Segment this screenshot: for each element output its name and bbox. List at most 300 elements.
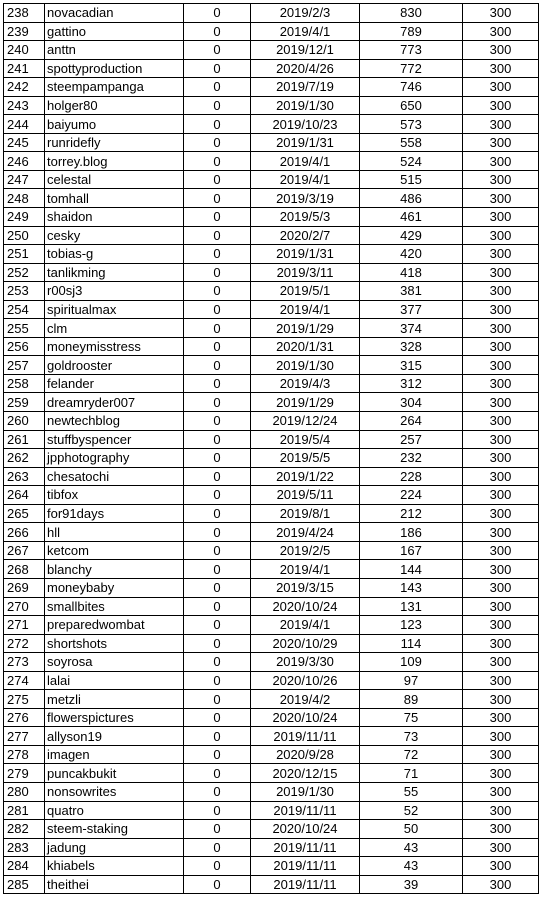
count-cell[interactable]: 167 bbox=[360, 541, 463, 560]
username-cell[interactable]: moneybaby bbox=[45, 578, 184, 597]
date-cell[interactable]: 2019/1/29 bbox=[251, 319, 360, 338]
date-cell[interactable]: 2019/4/1 bbox=[251, 616, 360, 635]
limit-cell[interactable]: 300 bbox=[463, 356, 539, 375]
date-cell[interactable]: 2020/10/26 bbox=[251, 671, 360, 690]
value-cell[interactable]: 0 bbox=[184, 764, 251, 783]
limit-cell[interactable]: 300 bbox=[463, 690, 539, 709]
rank-cell[interactable]: 256 bbox=[4, 337, 45, 356]
date-cell[interactable]: 2019/4/2 bbox=[251, 690, 360, 709]
rank-cell[interactable]: 280 bbox=[4, 782, 45, 801]
count-cell[interactable]: 515 bbox=[360, 170, 463, 189]
username-cell[interactable]: tanlikming bbox=[45, 263, 184, 282]
username-cell[interactable]: ketcom bbox=[45, 541, 184, 560]
username-cell[interactable]: allyson19 bbox=[45, 727, 184, 746]
rank-cell[interactable]: 265 bbox=[4, 504, 45, 523]
date-cell[interactable]: 2019/7/19 bbox=[251, 78, 360, 97]
date-cell[interactable]: 2019/4/1 bbox=[251, 560, 360, 579]
limit-cell[interactable]: 300 bbox=[463, 96, 539, 115]
date-cell[interactable]: 2019/1/29 bbox=[251, 393, 360, 412]
rank-cell[interactable]: 253 bbox=[4, 282, 45, 301]
limit-cell[interactable]: 300 bbox=[463, 170, 539, 189]
limit-cell[interactable]: 300 bbox=[463, 412, 539, 431]
count-cell[interactable]: 420 bbox=[360, 245, 463, 264]
username-cell[interactable]: quatro bbox=[45, 801, 184, 820]
date-cell[interactable]: 2019/5/11 bbox=[251, 486, 360, 505]
date-cell[interactable]: 2019/4/1 bbox=[251, 300, 360, 319]
rank-cell[interactable]: 243 bbox=[4, 96, 45, 115]
username-cell[interactable]: jadung bbox=[45, 838, 184, 857]
username-cell[interactable]: moneymisstress bbox=[45, 337, 184, 356]
date-cell[interactable]: 2019/1/31 bbox=[251, 133, 360, 152]
limit-cell[interactable]: 300 bbox=[463, 504, 539, 523]
value-cell[interactable]: 0 bbox=[184, 41, 251, 60]
date-cell[interactable]: 2020/1/31 bbox=[251, 337, 360, 356]
rank-cell[interactable]: 274 bbox=[4, 671, 45, 690]
count-cell[interactable]: 43 bbox=[360, 838, 463, 857]
limit-cell[interactable]: 300 bbox=[463, 671, 539, 690]
date-cell[interactable]: 2020/10/24 bbox=[251, 597, 360, 616]
limit-cell[interactable]: 300 bbox=[463, 578, 539, 597]
count-cell[interactable]: 418 bbox=[360, 263, 463, 282]
value-cell[interactable]: 0 bbox=[184, 708, 251, 727]
rank-cell[interactable]: 281 bbox=[4, 801, 45, 820]
count-cell[interactable]: 50 bbox=[360, 820, 463, 839]
table-row bbox=[4, 486, 539, 505]
value-cell[interactable]: 0 bbox=[184, 504, 251, 523]
limit-cell[interactable]: 300 bbox=[463, 820, 539, 839]
table-row bbox=[4, 634, 539, 653]
rank-cell[interactable]: 245 bbox=[4, 133, 45, 152]
rank-cell[interactable]: 241 bbox=[4, 59, 45, 78]
username-cell[interactable]: torrey.blog bbox=[45, 152, 184, 171]
rank-cell[interactable]: 279 bbox=[4, 764, 45, 783]
rank-cell[interactable]: 260 bbox=[4, 412, 45, 431]
rank-cell[interactable]: 277 bbox=[4, 727, 45, 746]
limit-cell[interactable]: 300 bbox=[463, 727, 539, 746]
count-cell[interactable]: 55 bbox=[360, 782, 463, 801]
rank-cell[interactable]: 273 bbox=[4, 653, 45, 672]
value-cell[interactable]: 0 bbox=[184, 857, 251, 876]
username-cell[interactable]: felander bbox=[45, 374, 184, 393]
username-cell[interactable]: runridefly bbox=[45, 133, 184, 152]
date-cell[interactable]: 2019/11/11 bbox=[251, 727, 360, 746]
table-body bbox=[4, 4, 539, 894]
value-cell[interactable]: 0 bbox=[184, 523, 251, 542]
username-cell[interactable]: stuffbyspencer bbox=[45, 430, 184, 449]
rank-cell[interactable]: 269 bbox=[4, 578, 45, 597]
date-cell[interactable]: 2019/2/5 bbox=[251, 541, 360, 560]
rank-cell[interactable]: 259 bbox=[4, 393, 45, 412]
value-cell[interactable]: 0 bbox=[184, 412, 251, 431]
count-cell[interactable]: 71 bbox=[360, 764, 463, 783]
date-cell[interactable]: 2020/10/24 bbox=[251, 708, 360, 727]
value-cell[interactable]: 0 bbox=[184, 653, 251, 672]
rank-cell[interactable]: 276 bbox=[4, 708, 45, 727]
value-cell[interactable]: 0 bbox=[184, 263, 251, 282]
value-cell[interactable]: 0 bbox=[184, 115, 251, 134]
date-cell[interactable]: 2019/11/11 bbox=[251, 838, 360, 857]
table-row bbox=[4, 504, 539, 523]
rank-cell[interactable]: 247 bbox=[4, 170, 45, 189]
rank-cell[interactable]: 251 bbox=[4, 245, 45, 264]
username-cell[interactable]: theithei bbox=[45, 875, 184, 894]
rank-cell[interactable]: 252 bbox=[4, 263, 45, 282]
username-cell[interactable]: novacadian bbox=[45, 4, 184, 23]
username-cell[interactable]: holger80 bbox=[45, 96, 184, 115]
date-cell[interactable]: 2020/4/26 bbox=[251, 59, 360, 78]
count-cell[interactable]: 830 bbox=[360, 4, 463, 23]
rank-cell[interactable]: 272 bbox=[4, 634, 45, 653]
username-cell[interactable]: clm bbox=[45, 319, 184, 338]
username-cell[interactable]: shaidon bbox=[45, 208, 184, 227]
date-cell[interactable]: 2020/10/29 bbox=[251, 634, 360, 653]
count-cell[interactable]: 52 bbox=[360, 801, 463, 820]
date-cell[interactable]: 2019/1/22 bbox=[251, 467, 360, 486]
value-cell[interactable]: 0 bbox=[184, 4, 251, 23]
count-cell[interactable]: 73 bbox=[360, 727, 463, 746]
limit-cell[interactable]: 300 bbox=[463, 189, 539, 208]
value-cell[interactable]: 0 bbox=[184, 319, 251, 338]
rank-cell[interactable]: 249 bbox=[4, 208, 45, 227]
value-cell[interactable]: 0 bbox=[184, 22, 251, 41]
count-cell[interactable]: 461 bbox=[360, 208, 463, 227]
value-cell[interactable]: 0 bbox=[184, 671, 251, 690]
count-cell[interactable]: 486 bbox=[360, 189, 463, 208]
count-cell[interactable]: 429 bbox=[360, 226, 463, 245]
count-cell[interactable]: 257 bbox=[360, 430, 463, 449]
username-cell[interactable]: tomhall bbox=[45, 189, 184, 208]
limit-cell[interactable]: 300 bbox=[463, 597, 539, 616]
username-cell[interactable]: newtechblog bbox=[45, 412, 184, 431]
username-cell[interactable]: imagen bbox=[45, 745, 184, 764]
value-cell[interactable]: 0 bbox=[184, 152, 251, 171]
table-row bbox=[4, 208, 539, 227]
username-cell[interactable]: khiabels bbox=[45, 857, 184, 876]
value-cell[interactable]: 0 bbox=[184, 170, 251, 189]
date-cell[interactable]: 2020/2/7 bbox=[251, 226, 360, 245]
count-cell[interactable]: 524 bbox=[360, 152, 463, 171]
limit-cell[interactable]: 300 bbox=[463, 115, 539, 134]
limit-cell[interactable]: 300 bbox=[463, 41, 539, 60]
value-cell[interactable]: 0 bbox=[184, 541, 251, 560]
value-cell[interactable]: 0 bbox=[184, 300, 251, 319]
limit-cell[interactable]: 300 bbox=[463, 653, 539, 672]
limit-cell[interactable]: 300 bbox=[463, 245, 539, 264]
date-cell[interactable]: 2019/4/1 bbox=[251, 170, 360, 189]
username-cell[interactable]: flowerspictures bbox=[45, 708, 184, 727]
limit-cell[interactable]: 300 bbox=[463, 393, 539, 412]
date-cell[interactable]: 2019/5/1 bbox=[251, 282, 360, 301]
value-cell[interactable]: 0 bbox=[184, 745, 251, 764]
username-cell[interactable]: dreamryder007 bbox=[45, 393, 184, 412]
username-cell[interactable]: lalai bbox=[45, 671, 184, 690]
limit-cell[interactable]: 300 bbox=[463, 208, 539, 227]
limit-cell[interactable]: 300 bbox=[463, 430, 539, 449]
date-cell[interactable]: 2019/4/3 bbox=[251, 374, 360, 393]
limit-cell[interactable]: 300 bbox=[463, 319, 539, 338]
limit-cell[interactable]: 300 bbox=[463, 152, 539, 171]
count-cell[interactable]: 39 bbox=[360, 875, 463, 894]
count-cell[interactable]: 228 bbox=[360, 467, 463, 486]
username-cell[interactable]: smallbites bbox=[45, 597, 184, 616]
rank-cell[interactable]: 284 bbox=[4, 857, 45, 876]
value-cell[interactable]: 0 bbox=[184, 245, 251, 264]
rank-cell[interactable]: 246 bbox=[4, 152, 45, 171]
date-cell[interactable]: 2019/3/11 bbox=[251, 263, 360, 282]
value-cell[interactable]: 0 bbox=[184, 467, 251, 486]
limit-cell[interactable]: 300 bbox=[463, 875, 539, 894]
value-cell[interactable]: 0 bbox=[184, 374, 251, 393]
rank-cell[interactable]: 264 bbox=[4, 486, 45, 505]
count-cell[interactable]: 144 bbox=[360, 560, 463, 579]
count-cell[interactable]: 773 bbox=[360, 41, 463, 60]
value-cell[interactable]: 0 bbox=[184, 560, 251, 579]
username-cell[interactable]: spottyproduction bbox=[45, 59, 184, 78]
rank-cell[interactable]: 268 bbox=[4, 560, 45, 579]
limit-cell[interactable]: 300 bbox=[463, 838, 539, 857]
rank-cell[interactable]: 262 bbox=[4, 449, 45, 468]
date-cell[interactable]: 2019/5/5 bbox=[251, 449, 360, 468]
value-cell[interactable]: 0 bbox=[184, 356, 251, 375]
value-cell[interactable]: 0 bbox=[184, 486, 251, 505]
table-row bbox=[4, 430, 539, 449]
value-cell[interactable]: 0 bbox=[184, 208, 251, 227]
count-cell[interactable]: 131 bbox=[360, 597, 463, 616]
limit-cell[interactable]: 300 bbox=[463, 282, 539, 301]
value-cell[interactable]: 0 bbox=[184, 226, 251, 245]
count-cell[interactable]: 374 bbox=[360, 319, 463, 338]
username-cell[interactable]: nonsowrites bbox=[45, 782, 184, 801]
date-cell[interactable]: 2019/4/1 bbox=[251, 22, 360, 41]
value-cell[interactable]: 0 bbox=[184, 133, 251, 152]
value-cell[interactable]: 0 bbox=[184, 59, 251, 78]
limit-cell[interactable]: 300 bbox=[463, 4, 539, 23]
count-cell[interactable]: 558 bbox=[360, 133, 463, 152]
date-cell[interactable]: 2019/11/11 bbox=[251, 801, 360, 820]
limit-cell[interactable]: 300 bbox=[463, 782, 539, 801]
rank-cell[interactable]: 278 bbox=[4, 745, 45, 764]
username-cell[interactable]: shortshots bbox=[45, 634, 184, 653]
username-cell[interactable]: celestal bbox=[45, 170, 184, 189]
rank-cell[interactable]: 254 bbox=[4, 300, 45, 319]
limit-cell[interactable]: 300 bbox=[463, 337, 539, 356]
date-cell[interactable]: 2019/1/30 bbox=[251, 782, 360, 801]
username-cell[interactable]: hll bbox=[45, 523, 184, 542]
count-cell[interactable]: 328 bbox=[360, 337, 463, 356]
username-cell[interactable]: spiritualmax bbox=[45, 300, 184, 319]
username-cell[interactable]: puncakbukit bbox=[45, 764, 184, 783]
rank-cell[interactable]: 244 bbox=[4, 115, 45, 134]
limit-cell[interactable]: 300 bbox=[463, 708, 539, 727]
date-cell[interactable]: 2019/10/23 bbox=[251, 115, 360, 134]
limit-cell[interactable]: 300 bbox=[463, 560, 539, 579]
date-cell[interactable]: 2019/1/31 bbox=[251, 245, 360, 264]
value-cell[interactable]: 0 bbox=[184, 78, 251, 97]
count-cell[interactable]: 75 bbox=[360, 708, 463, 727]
date-cell[interactable]: 2019/1/30 bbox=[251, 96, 360, 115]
limit-cell[interactable]: 300 bbox=[463, 78, 539, 97]
count-cell[interactable]: 43 bbox=[360, 857, 463, 876]
limit-cell[interactable]: 300 bbox=[463, 133, 539, 152]
rank-cell[interactable]: 258 bbox=[4, 374, 45, 393]
count-cell[interactable]: 377 bbox=[360, 300, 463, 319]
count-cell[interactable]: 72 bbox=[360, 745, 463, 764]
rank-cell[interactable]: 255 bbox=[4, 319, 45, 338]
username-cell[interactable]: tobias-g bbox=[45, 245, 184, 264]
value-cell[interactable]: 0 bbox=[184, 782, 251, 801]
count-cell[interactable]: 304 bbox=[360, 393, 463, 412]
count-cell[interactable]: 143 bbox=[360, 578, 463, 597]
value-cell[interactable]: 0 bbox=[184, 282, 251, 301]
date-cell[interactable]: 2019/3/30 bbox=[251, 653, 360, 672]
value-cell[interactable]: 0 bbox=[184, 838, 251, 857]
value-cell[interactable]: 0 bbox=[184, 634, 251, 653]
rank-cell[interactable]: 275 bbox=[4, 690, 45, 709]
limit-cell[interactable]: 300 bbox=[463, 764, 539, 783]
date-cell[interactable]: 2019/8/1 bbox=[251, 504, 360, 523]
date-cell[interactable]: 2019/11/11 bbox=[251, 857, 360, 876]
count-cell[interactable]: 232 bbox=[360, 449, 463, 468]
username-cell[interactable]: steem-staking bbox=[45, 820, 184, 839]
count-cell[interactable]: 315 bbox=[360, 356, 463, 375]
rank-cell[interactable]: 240 bbox=[4, 41, 45, 60]
value-cell[interactable]: 0 bbox=[184, 801, 251, 820]
username-cell[interactable]: cesky bbox=[45, 226, 184, 245]
limit-cell[interactable]: 300 bbox=[463, 857, 539, 876]
table-row bbox=[4, 541, 539, 560]
username-cell[interactable]: baiyumo bbox=[45, 115, 184, 134]
rank-cell[interactable]: 261 bbox=[4, 430, 45, 449]
table-row bbox=[4, 4, 539, 23]
rank-cell[interactable]: 239 bbox=[4, 22, 45, 41]
rank-cell[interactable]: 266 bbox=[4, 523, 45, 542]
count-cell[interactable]: 772 bbox=[360, 59, 463, 78]
count-cell[interactable]: 89 bbox=[360, 690, 463, 709]
count-cell[interactable]: 264 bbox=[360, 412, 463, 431]
table-row bbox=[4, 337, 539, 356]
limit-cell[interactable]: 300 bbox=[463, 523, 539, 542]
username-cell[interactable]: for91days bbox=[45, 504, 184, 523]
count-cell[interactable]: 789 bbox=[360, 22, 463, 41]
date-cell[interactable]: 2019/4/24 bbox=[251, 523, 360, 542]
count-cell[interactable]: 650 bbox=[360, 96, 463, 115]
count-cell[interactable]: 97 bbox=[360, 671, 463, 690]
date-cell[interactable]: 2019/5/3 bbox=[251, 208, 360, 227]
value-cell[interactable]: 0 bbox=[184, 875, 251, 894]
value-cell[interactable]: 0 bbox=[184, 727, 251, 746]
value-cell[interactable]: 0 bbox=[184, 430, 251, 449]
limit-cell[interactable]: 300 bbox=[463, 745, 539, 764]
count-cell[interactable]: 212 bbox=[360, 504, 463, 523]
value-cell[interactable]: 0 bbox=[184, 616, 251, 635]
count-cell[interactable]: 114 bbox=[360, 634, 463, 653]
rank-cell[interactable]: 270 bbox=[4, 597, 45, 616]
rank-cell[interactable]: 271 bbox=[4, 616, 45, 635]
limit-cell[interactable]: 300 bbox=[463, 374, 539, 393]
rank-cell[interactable]: 238 bbox=[4, 4, 45, 23]
count-cell[interactable]: 123 bbox=[360, 616, 463, 635]
username-cell[interactable]: soyrosa bbox=[45, 653, 184, 672]
count-cell[interactable]: 381 bbox=[360, 282, 463, 301]
username-cell[interactable]: jpphotography bbox=[45, 449, 184, 468]
limit-cell[interactable]: 300 bbox=[463, 467, 539, 486]
rank-cell[interactable]: 250 bbox=[4, 226, 45, 245]
date-cell[interactable]: 2019/2/3 bbox=[251, 4, 360, 23]
limit-cell[interactable]: 300 bbox=[463, 449, 539, 468]
username-cell[interactable]: metzli bbox=[45, 690, 184, 709]
limit-cell[interactable]: 300 bbox=[463, 541, 539, 560]
username-cell[interactable]: gattino bbox=[45, 22, 184, 41]
table-row bbox=[4, 356, 539, 375]
rank-cell[interactable]: 242 bbox=[4, 78, 45, 97]
value-cell[interactable]: 0 bbox=[184, 393, 251, 412]
date-cell[interactable]: 2019/12/24 bbox=[251, 412, 360, 431]
rank-cell[interactable]: 263 bbox=[4, 467, 45, 486]
limit-cell[interactable]: 300 bbox=[463, 300, 539, 319]
date-cell[interactable]: 2019/3/15 bbox=[251, 578, 360, 597]
date-cell[interactable]: 2020/12/15 bbox=[251, 764, 360, 783]
value-cell[interactable]: 0 bbox=[184, 820, 251, 839]
limit-cell[interactable]: 300 bbox=[463, 59, 539, 78]
value-cell[interactable]: 0 bbox=[184, 578, 251, 597]
count-cell[interactable]: 746 bbox=[360, 78, 463, 97]
limit-cell[interactable]: 300 bbox=[463, 634, 539, 653]
rank-cell[interactable]: 285 bbox=[4, 875, 45, 894]
count-cell[interactable]: 573 bbox=[360, 115, 463, 134]
rank-cell[interactable]: 257 bbox=[4, 356, 45, 375]
limit-cell[interactable]: 300 bbox=[463, 486, 539, 505]
date-cell[interactable]: 2019/5/4 bbox=[251, 430, 360, 449]
username-cell[interactable]: blanchy bbox=[45, 560, 184, 579]
date-cell[interactable]: 2020/9/28 bbox=[251, 745, 360, 764]
date-cell[interactable]: 2019/12/1 bbox=[251, 41, 360, 60]
count-cell[interactable]: 186 bbox=[360, 523, 463, 542]
rank-cell[interactable]: 283 bbox=[4, 838, 45, 857]
date-cell[interactable]: 2019/11/11 bbox=[251, 875, 360, 894]
username-cell[interactable]: chesatochi bbox=[45, 467, 184, 486]
table-row bbox=[4, 393, 539, 412]
value-cell[interactable]: 0 bbox=[184, 189, 251, 208]
username-cell[interactable]: tibfox bbox=[45, 486, 184, 505]
limit-cell[interactable]: 300 bbox=[463, 616, 539, 635]
value-cell[interactable]: 0 bbox=[184, 96, 251, 115]
username-cell[interactable]: preparedwombat bbox=[45, 616, 184, 635]
limit-cell[interactable]: 300 bbox=[463, 22, 539, 41]
rank-cell[interactable]: 267 bbox=[4, 541, 45, 560]
table-row bbox=[4, 616, 539, 635]
username-cell[interactable]: anttn bbox=[45, 41, 184, 60]
value-cell[interactable]: 0 bbox=[184, 337, 251, 356]
date-cell[interactable]: 2019/1/30 bbox=[251, 356, 360, 375]
date-cell[interactable]: 2020/10/24 bbox=[251, 820, 360, 839]
username-cell[interactable]: r00sj3 bbox=[45, 282, 184, 301]
count-cell[interactable]: 109 bbox=[360, 653, 463, 672]
value-cell[interactable]: 0 bbox=[184, 597, 251, 616]
count-cell[interactable]: 224 bbox=[360, 486, 463, 505]
date-cell[interactable]: 2019/3/19 bbox=[251, 189, 360, 208]
rank-cell[interactable]: 248 bbox=[4, 189, 45, 208]
username-cell[interactable]: steempampanga bbox=[45, 78, 184, 97]
date-cell[interactable]: 2019/4/1 bbox=[251, 152, 360, 171]
username-cell[interactable]: goldrooster bbox=[45, 356, 184, 375]
value-cell[interactable]: 0 bbox=[184, 690, 251, 709]
rank-cell[interactable]: 282 bbox=[4, 820, 45, 839]
value-cell[interactable]: 0 bbox=[184, 449, 251, 468]
count-cell[interactable]: 312 bbox=[360, 374, 463, 393]
limit-cell[interactable]: 300 bbox=[463, 263, 539, 282]
limit-cell[interactable]: 300 bbox=[463, 801, 539, 820]
limit-cell[interactable]: 300 bbox=[463, 226, 539, 245]
